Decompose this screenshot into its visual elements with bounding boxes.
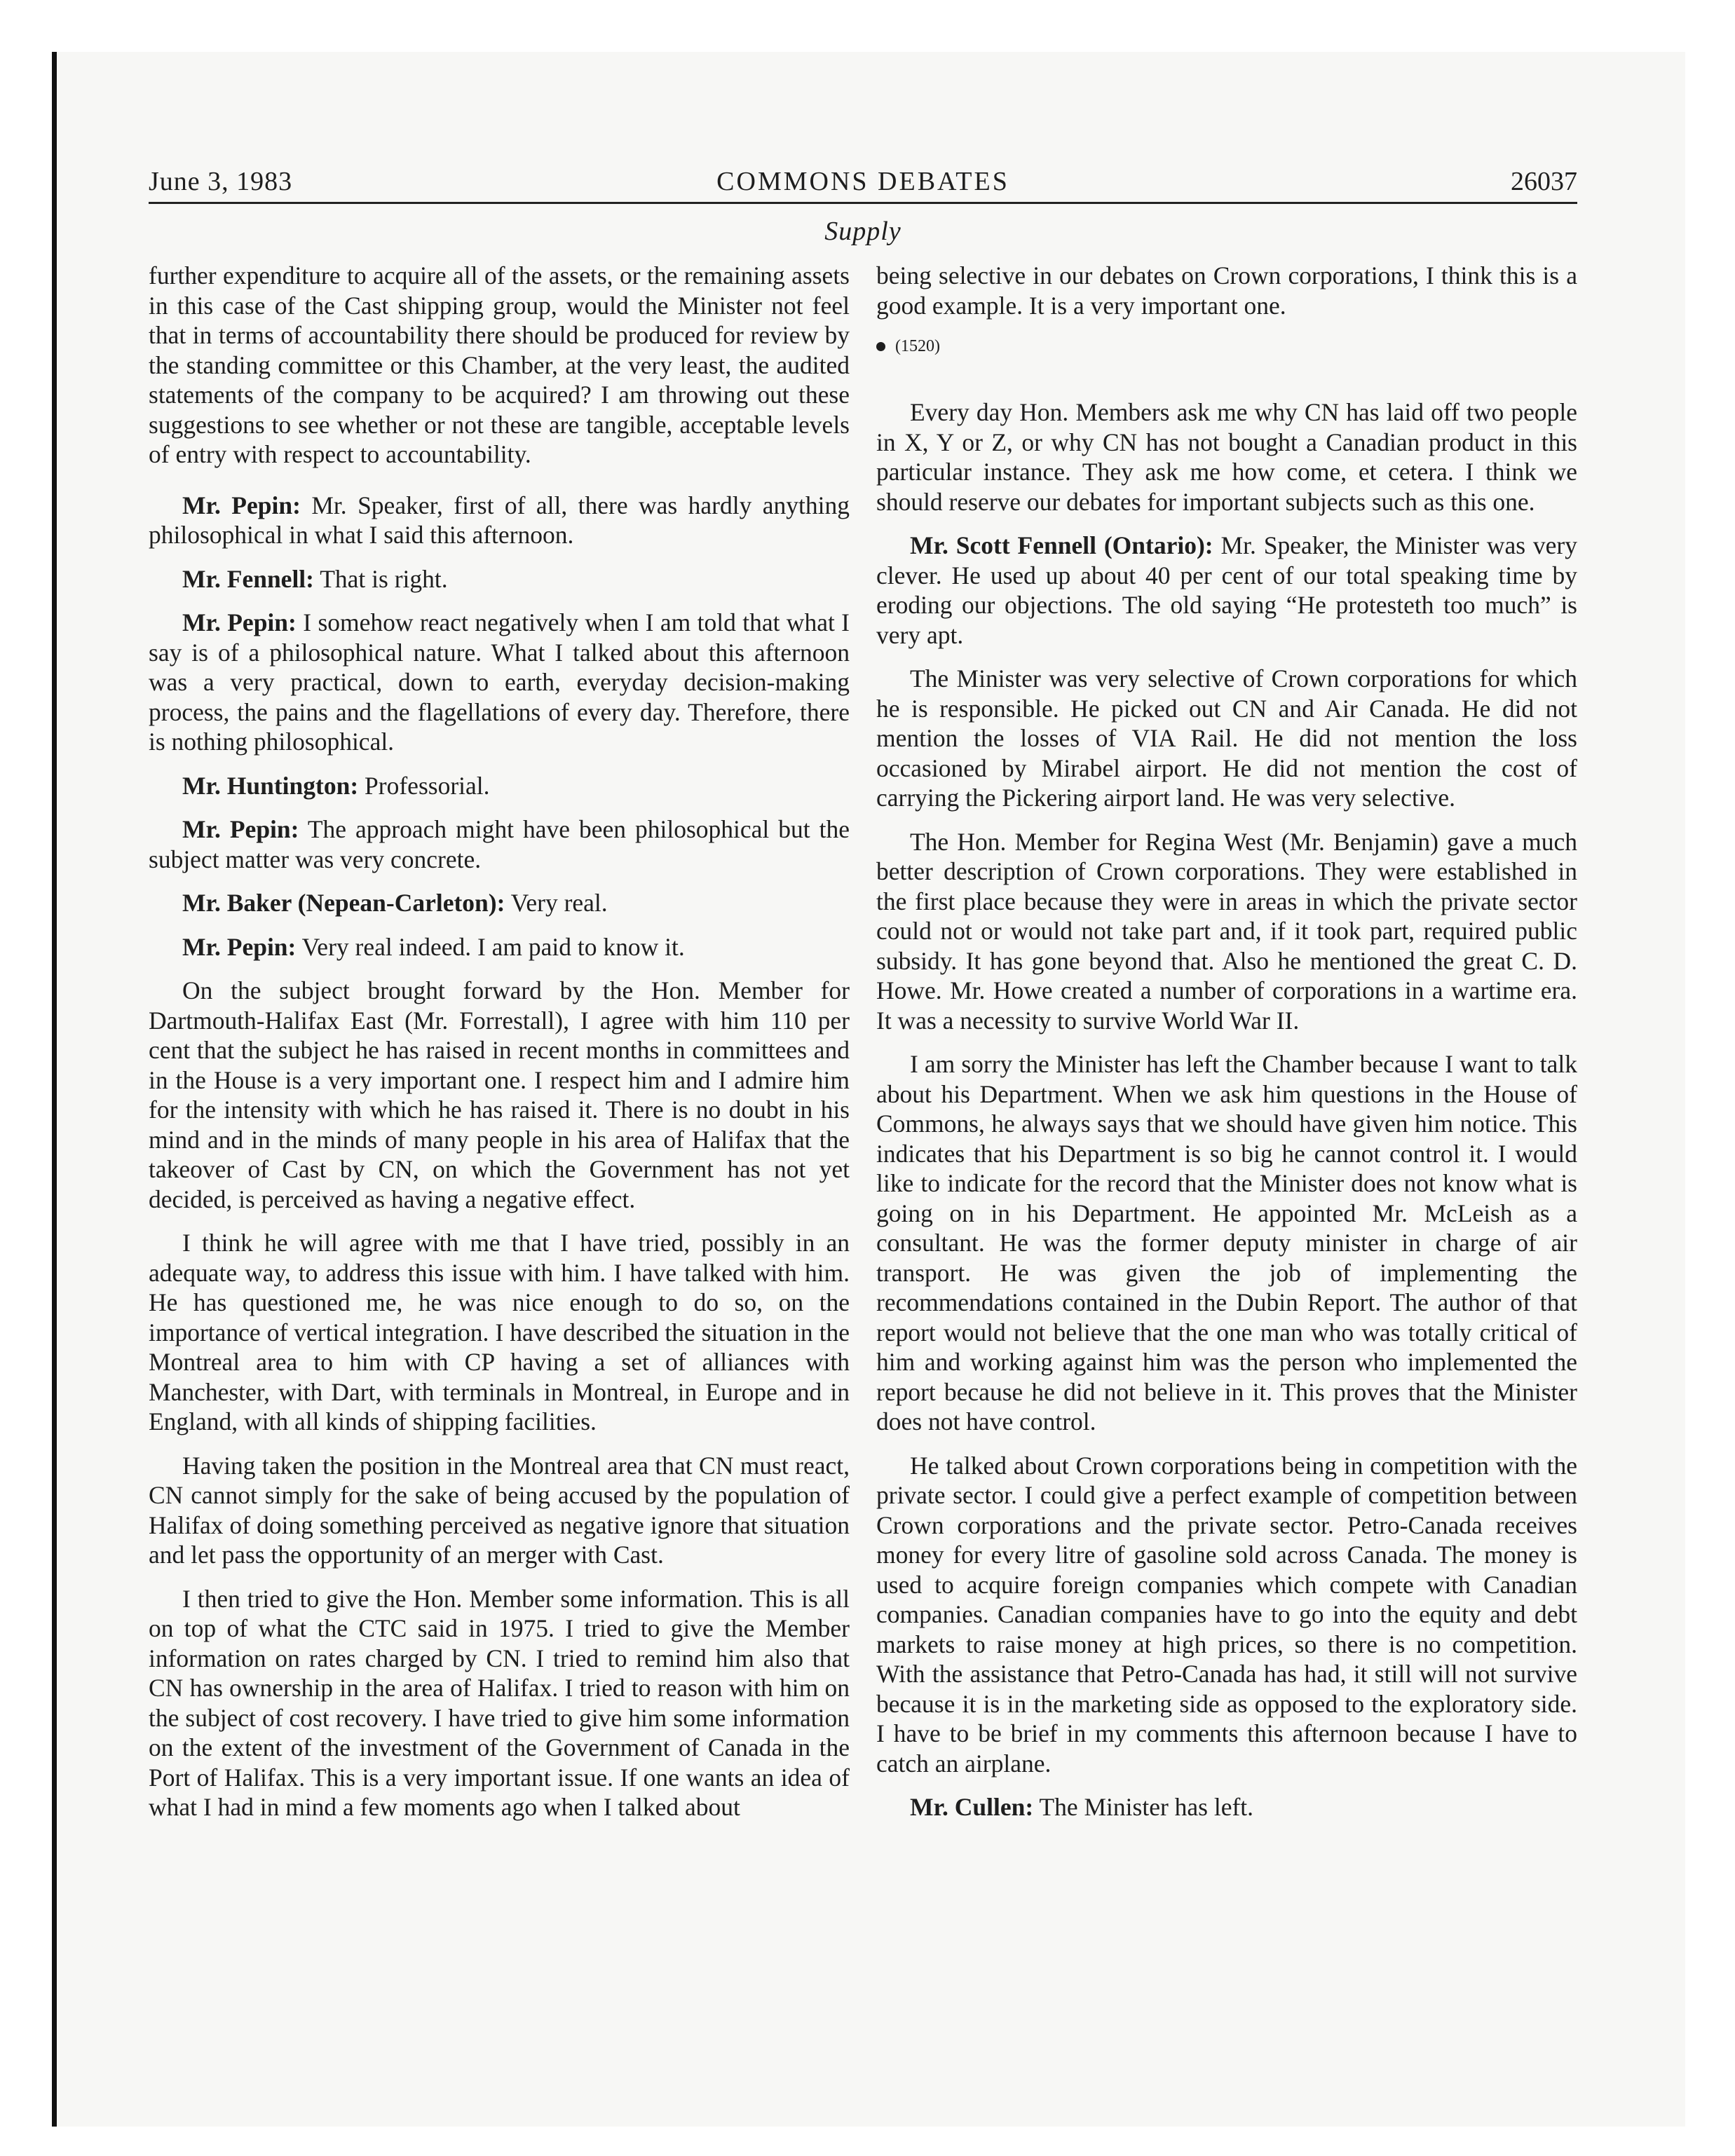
paragraph-text: Having taken the position in the Montreal area that CN must react, CN cannot simply for the sake of being accused by the population of Halifax of doing something perceived as negative ignore that situation and let pass the opportunity of an merger with Cast. (149, 1451, 850, 1569)
paragraph (149, 888, 850, 918)
paragraph (876, 664, 1577, 813)
speaker-name: Mr. Cullen: (910, 1793, 1034, 1821)
paragraph (876, 397, 1577, 517)
time-marker-label: (1520) (895, 337, 940, 355)
paragraph-text: On the subject brought forward by the Hon. Member for Dartmouth-Halifax East (Mr. Forrestall), I agree with him 110 per cent that the subject he has raised in recent months in committees and in the House is a very important one. I respect him and I admire him for the intensity with which he has raised it. There is no doubt in his mind and in the minds of many people in his area of Halifax that the takeover of Cast by CN, on which the Government has not yet decided, is perceived as having a negative effect. (149, 976, 850, 1213)
binding-edge (52, 52, 57, 2127)
paragraph (876, 1792, 1577, 1822)
paragraph (149, 976, 850, 1214)
speaker-name: Mr. Fennell: (182, 564, 314, 593)
paragraph-text: further expenditure to acquire all of the assets, or the remaining assets in this case of the Cast shipping group, would the Minister not feel that in terms of accountability there should be produced for review by the standing committee or this Chamber, at the very least, the audited statements of the company to be acquired? I am throwing out these suggestions to see whether or not these are tangible, acceptable levels of entry with respect to accountability. (149, 261, 850, 468)
page-header (149, 161, 1577, 204)
time-marker (876, 336, 1577, 357)
paragraph (149, 1451, 850, 1570)
paragraph (149, 1584, 850, 1822)
paragraph (876, 1049, 1577, 1437)
speaker-name: Mr. Pepin: (182, 932, 297, 961)
speaker-name: Mr. Pepin: (182, 491, 301, 519)
bullet-icon (876, 342, 885, 351)
paragraph (149, 1228, 850, 1437)
speaker-name: Mr. Pepin: (182, 815, 299, 843)
speaker-name: Mr. Baker (Nepean-Carleton): (182, 889, 505, 917)
paragraph (149, 564, 850, 594)
paragraph-text: Mr. Speaker, first of all, there was hardly anything philosophical in what I said this afternoon. (149, 491, 850, 549)
speaker-name: Mr. Huntington: (182, 771, 359, 800)
header-page-number: 26037 (1511, 167, 1577, 196)
paragraph (876, 1451, 1577, 1779)
paragraph-text: Very real indeed. I am paid to know it. (301, 932, 685, 961)
speaker-name: Mr. Scott Fennell (Ontario): (910, 531, 1213, 559)
paragraph-text: I am sorry the Minister has left the Chamber because I want to talk about his Department. When we ask him questions in the House of Commons, he always says that we should have given him notice. This indicates that his Department is so big he cannot control it. I would like to indicate for the record that the Minister does not know what is going on in his Department. He appointed Mr. McLeish as a consultant. He was the former deputy minister in charge of air transport. He was given the job of implementing the recommendations contained in the Dubin Report. The author of that report would not believe that the one man who was totally critical of him and working against him was the person who implemented the report because he did not believe in it. This proves that the Minister does not have control. (876, 1050, 1577, 1435)
paragraph (149, 932, 850, 962)
header-title: COMMONS DEBATES (716, 167, 1009, 196)
paragraph (149, 491, 850, 550)
header-date: June 3, 1983 (149, 167, 293, 196)
paragraph-text: The Minister has left. (1039, 1793, 1254, 1821)
paragraph-text: Very real. (510, 889, 608, 917)
section-title: Supply (824, 217, 901, 246)
paragraph (149, 771, 850, 801)
paragraph (149, 608, 850, 757)
paragraph-text: I somehow react negatively when I am told that what I say is of a philosophical nature. What I talked about this afternoon was a very practical, down to earth, everyday decision-making process, the pains and the flagellations of every day. Therefore, there is nothing philosophical. (149, 608, 850, 756)
paragraph-text: Mr. Speaker, the Minister was very clever. He used up about 40 per cent of our total speaking time by eroding our objections. The old saying “He protesteth too much” is very apt. (876, 531, 1578, 649)
left-column (149, 261, 850, 1836)
speaker-name: Mr. Pepin: (182, 608, 297, 636)
paragraph-text: The Hon. Member for Regina West (Mr. Benjamin) gave a much better description of Crown corporations. They were established in the first place because they were in areas in which the private sector could not or would not take part and, if it took part, required public subsidy. It has gone beyond that. Also he mentioned the great C. D. Howe. Mr. Howe created a number of corporations in a wartime era. It was a necessity to survive World War II. (876, 827, 1577, 1035)
paragraph-text: The Minister was very selective of Crown corporations for which he is responsible. He picked out CN and Air Canada. He did not mention the losses of VIA Rail. He did not mention the loss occasioned by Mirabel airport. He did not mention the cost of carrying the Pickering airport land. He was very selective. (876, 664, 1577, 812)
paragraph (876, 827, 1577, 1036)
paragraph (149, 261, 850, 470)
paragraph-text: Professorial. (365, 771, 490, 800)
right-column (876, 261, 1577, 1836)
paragraph-text: The approach might have been philosophical but the subject matter was very concrete. (149, 815, 850, 873)
paragraph-text: He talked about Crown corporations being in competition with the private sector. I could give a perfect example of competition between Crown corporations and the private sector. Petro-Canada receives money for every litre of gasoline sold across Canada. The money is used to acquire foreign companies which compete with Canadian companies. Canadian companies have to go into the equity and debt markets to raise money at high prices, so there is no competition. With the assistance that Petro-Canada has had, it still will not survive because it is in the marketing side as opposed to the exploratory side. I have to be brief in my comments this afternoon because I have to catch an airplane. (876, 1451, 1577, 1778)
paragraph-text: I think he will agree with me that I have tried, possibly in an adequate way, to address this issue with him. I have talked with him. He has questioned me, he was nice enough to do so, on the importance of vertical integration. I have described the situation in the Montreal area to him with CP having a set of alliances with Manchester, with Dart, with terminals in Montreal, in Europe and in England, with all kinds of shipping facilities. (149, 1229, 850, 1435)
paragraph-text: I then tried to give the Hon. Member some information. This is all on top of what the CTC said in 1975. I tried to give the Member information on rates charged by CN. I tried to remind him also that CN has ownership in the area of Halifax. I tried to reason with him on the subject of cost recovery. I have tried to give him some information on the extent of the investment of the Government of Canada in the Port of Halifax. This is a very important issue. If one wants an idea of what I had in mind a few moments ago when I talked about (149, 1584, 850, 1821)
paragraph (149, 814, 850, 874)
paragraph (876, 531, 1577, 650)
paragraph-text: Every day Hon. Members ask me why CN has laid off two people in X, Y or Z, or why CN has not bought a Canadian product in this particular instance. They ask me how come, et cetera. I think we should reserve our debates for important subjects such as this one. (876, 398, 1577, 516)
paragraph-text: That is right. (320, 564, 448, 593)
paragraph-text: being selective in our debates on Crown corporations, I think this is a good example. It is a very important one. (876, 261, 1577, 320)
paragraph (876, 261, 1577, 320)
